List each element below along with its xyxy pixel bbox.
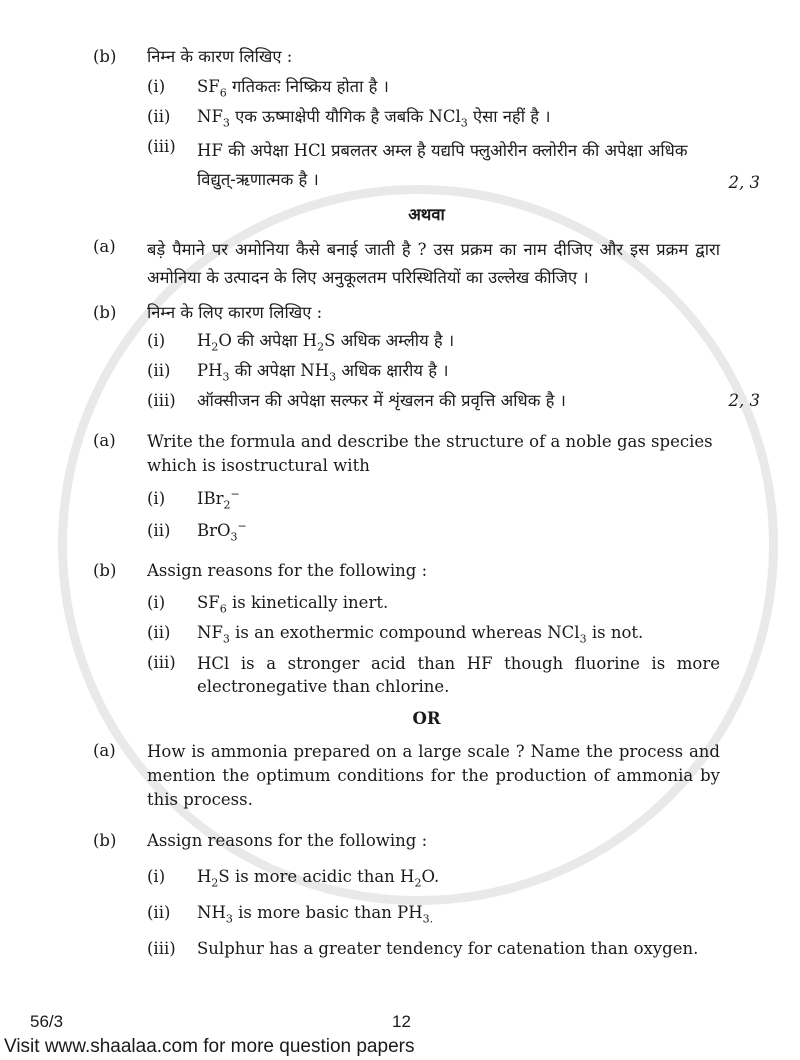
sub-text: Sulphur has a greater tendency for catenation than oxygen. [197, 939, 699, 958]
subscript: 2 [414, 876, 422, 890]
or-heading: OR [412, 709, 441, 728]
question-label: (b) [93, 831, 117, 850]
subscript: 3 [329, 370, 337, 384]
question-text: Write the formula and describe the structure of a noble gas species which is isostructural with [147, 432, 713, 475]
question [93, 740, 760, 812]
question-text: निम्न के लिए कारण लिखिए : [147, 303, 323, 322]
question-text: Assign reasons for the following : [147, 561, 428, 580]
sub-label: (iii) [147, 391, 176, 410]
question [93, 302, 760, 412]
subscript: 3 [230, 530, 238, 544]
sub-label: (ii) [147, 623, 171, 642]
question-label: (b) [93, 561, 117, 580]
question-label: (a) [93, 237, 116, 256]
sub-text: $PH_3$ की अपेक्षा $NH_3$ अधिक क्षारीय है । [197, 361, 449, 384]
superscript: − [237, 519, 247, 533]
question-text: Assign reasons for the following : [147, 831, 428, 850]
sub-text: $NF_3$ is an exothermic compound whereas NCl$_3$ is not. [197, 623, 644, 646]
sub-label: (iii) [147, 939, 176, 958]
sub-text: $H_2O$ की अपेक्षा $H_2S$ अधिक अम्लीय है । [197, 331, 455, 354]
marks: 2, 3 [728, 173, 760, 192]
question-label: (b) [93, 47, 117, 66]
sub-label: (ii) [147, 903, 171, 922]
or-heading: अथवा [408, 205, 445, 224]
sub-label: (ii) [147, 107, 171, 126]
question [93, 236, 760, 292]
question [93, 430, 760, 542]
sub-text: $H_2S$ is more acidic than $H_2O$. [197, 867, 440, 890]
question-content [93, 46, 760, 960]
subscript: 6 [219, 602, 227, 616]
sub-label: (iii) [147, 137, 176, 156]
subscript: 3. [422, 912, 434, 926]
sub-label: (i) [147, 867, 166, 886]
subscript: 6 [219, 86, 227, 100]
sub-text: IBr$_2$− [197, 487, 240, 512]
question [93, 560, 760, 698]
question [93, 46, 760, 194]
sub-label: (i) [147, 77, 166, 96]
subscript: 2 [211, 876, 219, 890]
subscript: 3 [460, 116, 468, 130]
question-label: (a) [93, 431, 116, 450]
sub-label: (iii) [147, 653, 176, 672]
sub-text: $NH_3$ is more basic than $PH_{3.}$ [197, 903, 434, 926]
subscript: 2 [223, 498, 231, 512]
question-label: (a) [93, 741, 116, 760]
sub-text: $NF_3$ एक ऊष्माक्षेपी यौगिक है जबकि NCl$_3$ ऐसा नहीं है । [197, 107, 551, 130]
superscript: − [230, 487, 240, 501]
subscript: 2 [211, 340, 219, 354]
sub-label: (i) [147, 331, 166, 350]
sub-text: HF की अपेक्षा HCl प्रबलतर अम्ल है यद्यपि फ्लुओरीन क्लोरीन की अपेक्षा अधिक विद्युत्-ऋणात्मक है । [197, 141, 688, 189]
sub-text: HCl is a stronger acid than HF though fluorine is more electronegative than chlorine. [197, 654, 720, 696]
question-label: (b) [93, 303, 117, 322]
sub-text: ऑक्सीजन की अपेक्षा सल्फर में शृंखलन की प्रवृत्ति अधिक है । [197, 391, 566, 410]
sub-label: (i) [147, 489, 166, 508]
sub-text: $SF_6$ is kinetically inert. [197, 593, 389, 616]
question-text: How is ammonia prepared on a large scale ? Name the process and mention the optimum conditions for the production of ammonia by this process. [147, 742, 720, 809]
sub-label: (ii) [147, 361, 171, 380]
subscript: 2 [317, 340, 325, 354]
subscript: 3 [222, 370, 230, 384]
marks: 2, 3 [728, 391, 760, 410]
question-text: निम्न के कारण लिखिए : [147, 47, 293, 66]
paper-code: 56/3 [30, 1012, 64, 1031]
visit-link[interactable]: Visit www.shaalaa.com for more question papers [4, 1036, 415, 1057]
subscript: 3 [222, 116, 230, 130]
subscript: 3 [222, 632, 230, 646]
page-number: 12 [392, 1012, 411, 1031]
sub-text: $SF_6$ गतिकतः निष्क्रिय होता है । [197, 77, 389, 100]
sub-text: BrO$_3$− [197, 519, 247, 544]
question-text: बड़े पैमाने पर अमोनिया कैसे बनाई जाती है ? उस प्रक्रम का नाम दीजिए और इस प्रक्रम द्वारा अमोनिया के उत्पादन के लिए अनुकूलतम परिस्थितियों का उल्लेख कीजिए । [147, 240, 720, 287]
subscript: 3 [579, 632, 587, 646]
question [93, 830, 760, 960]
sub-label: (i) [147, 593, 166, 612]
subscript: 3 [225, 912, 233, 926]
sub-label: (ii) [147, 521, 171, 540]
